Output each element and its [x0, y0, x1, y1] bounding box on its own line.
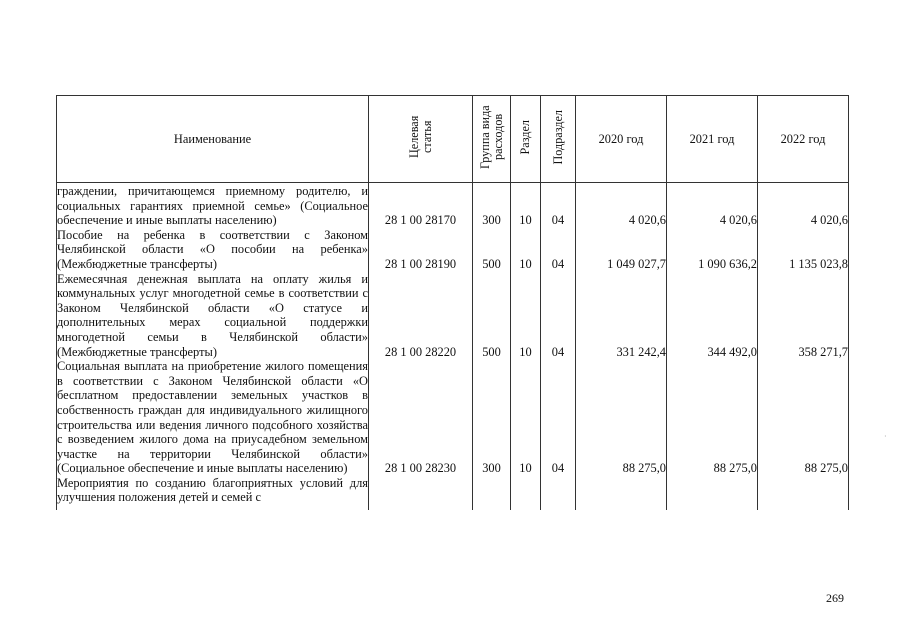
row-2021: 1 090 636,2 — [667, 228, 758, 272]
header-2021: 2021 год — [667, 96, 758, 183]
row-2022: 4 020,6 — [758, 183, 849, 228]
row-2021: 344 492,0 — [667, 272, 758, 360]
page-number: 269 — [826, 591, 844, 605]
header-group: Группа вида расходов — [473, 96, 511, 183]
row-group: 300 — [473, 183, 511, 228]
row-section: 10 — [511, 228, 541, 272]
table-row — [57, 476, 849, 510]
row-group: 300 — [473, 359, 511, 476]
row-subsection: 04 — [541, 272, 576, 360]
margin-mark: · — [884, 432, 887, 441]
row-subsection — [541, 476, 576, 510]
row-target — [369, 476, 473, 510]
row-subsection: 04 — [541, 228, 576, 272]
row-2021: 88 275,0 — [667, 359, 758, 476]
header-2022: 2022 год — [758, 96, 849, 183]
header-2020: 2020 год — [576, 96, 667, 183]
table-row — [57, 183, 849, 228]
row-name: граждении, причитающемся приемному родителю, и социальных гарантиях приемной семье» (Социальное обеспечение и иные выплаты населению) — [57, 184, 368, 228]
table-row — [57, 359, 849, 476]
header-section: Раздел — [511, 96, 541, 183]
row-subsection: 04 — [541, 183, 576, 228]
row-2021: 4 020,6 — [667, 183, 758, 228]
header-name: Наименование — [57, 96, 369, 183]
row-target: 28 1 00 28190 — [369, 228, 473, 272]
budget-table — [56, 95, 849, 510]
row-name: Ежемесячная денежная выплата на оплату жилья и коммунальных услуг многодетной семье в соответствии с Законом Челябинской области «О статусе и дополнительных мерах социальной поддержки многодетной семьи в Челябинской области» (Межбюджетные трансферты) — [57, 271, 368, 359]
row-name: Пособие на ребенка в соответствии с Законом Челябинской области «О пособии на ребенка» (Межбюджетные трансферты) — [57, 227, 368, 271]
row-2020: 4 020,6 — [576, 183, 667, 228]
row-subsection: 04 — [541, 359, 576, 476]
row-target: 28 1 00 28170 — [369, 183, 473, 228]
row-target: 28 1 00 28230 — [369, 359, 473, 476]
row-2022 — [758, 476, 849, 510]
row-target: 28 1 00 28220 — [369, 272, 473, 360]
row-name: Мероприятия по созданию благоприятных условий для улучшения положения детей и семей с — [57, 476, 369, 510]
row-2021 — [667, 476, 758, 510]
row-2020: 331 242,4 — [576, 272, 667, 360]
table-row — [57, 272, 849, 360]
row-2022: 88 275,0 — [758, 359, 849, 476]
row-section: 10 — [511, 183, 541, 228]
row-section: 10 — [511, 359, 541, 476]
row-group: 500 — [473, 272, 511, 360]
row-section — [511, 476, 541, 510]
row-2020 — [576, 476, 667, 510]
header-target: Целевая статья — [369, 96, 473, 183]
table-row — [57, 228, 849, 272]
row-2022: 1 135 023,8 — [758, 228, 849, 272]
table-header-row — [57, 96, 849, 183]
row-2020: 1 049 027,7 — [576, 228, 667, 272]
row-group: 500 — [473, 228, 511, 272]
row-name: Социальная выплата на приобретение жилого помещения в соответствии с Законом Челябинской области «О бесплатном предоставлении земельных участков в собственность граждан для индивидуального жилищного строительства или ведения личного подсобного хозяйства с возведением жилого дома на приусадебном земельном участке на территории Челябинской области» (Социальное обеспечение и иные выплаты населению) — [57, 359, 368, 476]
row-section: 10 — [511, 272, 541, 360]
header-subsection: Подраздел — [541, 96, 576, 183]
row-group — [473, 476, 511, 510]
row-2020: 88 275,0 — [576, 359, 667, 476]
row-2022: 358 271,7 — [758, 272, 849, 360]
